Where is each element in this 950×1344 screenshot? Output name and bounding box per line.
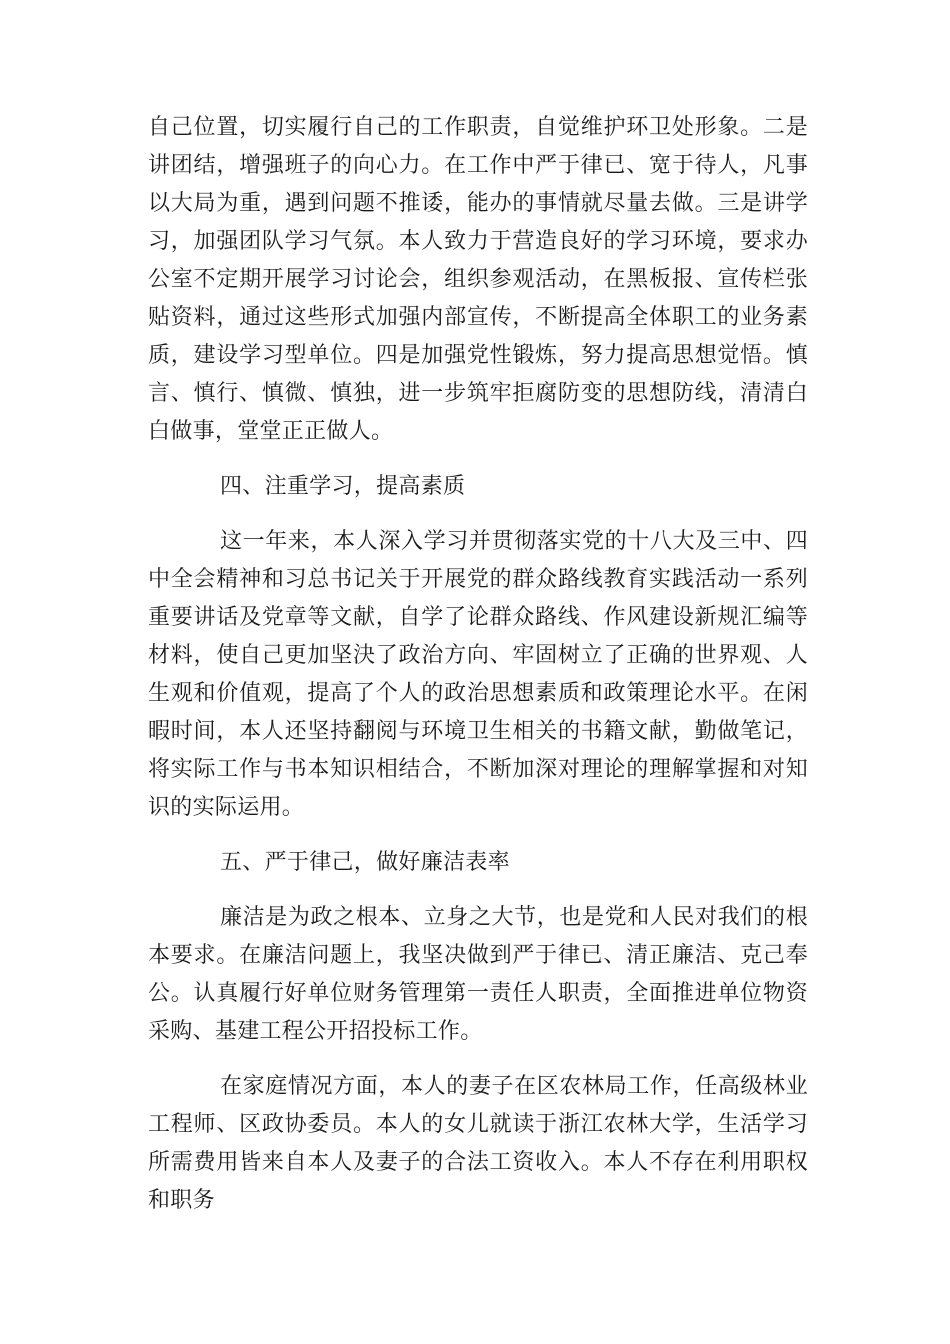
paragraph-continuation: 自己位置，切实履行自己的工作职责，自觉维护环卫处形象。二是讲团结，增强班子的向心力。在工作中严于律已、宽于待人，凡事以大局为重，遇到问题不推诿，能办的事情就尽量去做。三是讲学习，加强团队学习气氛。本人致力于营造良好的学习环境，要求办公室不定期开展学习讨论会，组织参观活动，在黑板报、宣传栏张贴资料，通过这些形式加强内部宣传，不断提高全体职工的业务素质，建设学习型单位。四是加强党性锻炼，努力提高思想觉悟。慎言、慎行、慎微、慎独，进一步筑牢拒腐防变的思想防线，清清白白做事，堂堂正正做人。 [148, 115, 808, 444]
section-heading-five: 五、严于律己，做好廉洁表率 [220, 850, 510, 875]
paragraph-integrity: 廉洁是为政之根本、立身之大节，也是党和人民对我们的根本要求。在廉洁问题上，我坚决做到严于律已、清正廉洁、克己奉公。认真履行好单位财务管理第一责任人职责，全面推进单位物资采购、基建工程公开招投标工作。 [148, 905, 808, 1044]
section-heading-four: 四、注重学习，提高素质 [220, 474, 466, 499]
paragraph-study: 这一年来，本人深入学习并贯彻落实党的十八大及三中、四中全会精神和习总书记关于开展党的群众路线教育实践活动一系列重要讲话及党章等文献，自学了论群众路线、作风建设新规汇编等材料，使自己更加坚決了政治方向、牢固树立了正确的世界观、人生观和价值观，提高了个人的政治思想素质和政策理论水平。在闲暇时间，本人还坚持翻阅与环境卫生相关的书籍文献，勤做笔记，将实际工作与书本知识相结合，不断加深对理论的理解掌握和对知识的实际运用。 [148, 529, 808, 820]
document-body [148, 109, 808, 1220]
paragraph-family: 在家庭情况方面，本人的妻子在区农林局工作，任高级林业工程师、区政协委员。本人的女儿就读于浙江农林大学，生活学习所需费用皆来自本人及妻子的合法工资收入。本人不存在利用职权和职务 [148, 1074, 808, 1213]
